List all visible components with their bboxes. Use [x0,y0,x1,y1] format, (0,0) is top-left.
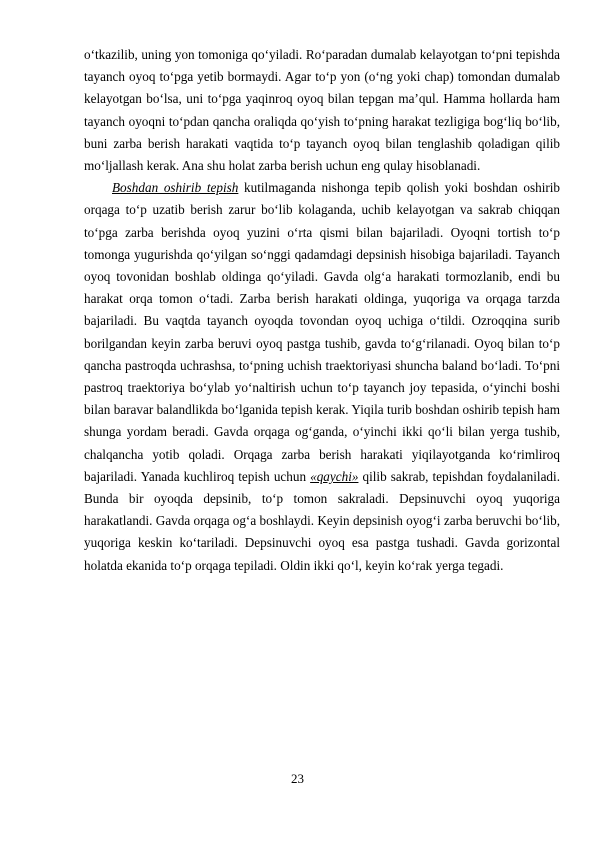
page-body [84,44,560,577]
term-qaychi: «qaychi» [310,468,359,484]
paragraph-1 [84,44,560,177]
term-boshdan-oshirib-tepish: Boshdan oshirib tepish [112,180,239,196]
paragraph-2-text-2: qilib sakrab, tepishdan foydalaniladi. Bunda bir oyoqda depsinib, to‘p tomon sakraladi. Depsinuvchi oyoq yuqoriga harakatlandi. Gavda orqaga og‘a boshlaydi. Keyin depsinish oyog‘i zarba beruvchi bo‘lib, yuqoriga keskin ko‘tariladi. Depsinuvchi oyoq esa pastga tushadi. Gavda gorizontal holatda ekanida to‘p orqaga tepiladi. Oldin ikki qo‘l, keyin ko‘rak yerga tegadi. [84,468,560,573]
page-number: 23 [291,771,304,786]
paragraph-2-text-1: kutilmaganda nishonga tepib qolish yoki boshdan oshirib orqaga to‘p uzatib berish zarur bo‘lib kolaganda, uchib kelayotgan va sakrab chiqqan to‘pga zarba berishda oyoq yuzini o‘rta qismi bilan bajariladi. Oyoqni tortish to‘p tomonga yugurishda qo‘yilgan so‘nggi qadamdagi depsinish hisobiga bajariladi. Tayanch oyoq tovonidan boshlab oldinga qo‘yiladi. Gavda olg‘a harakati tormozlanib, endi bu harakat orqa tomon o‘tadi. Zarba berish harakati oldinga, yuqoriga va orqaga tarzda bajariladi. Bu vaqtda tayanch oyoqda tovondan oyoq uchiga o‘tildi. Ozroqqina surib borilgandan keyin zarba beruvi oyoq pastga tushib, gavda to‘g‘rilanadi. Oyoq bilan to‘p qancha pastroqda uchrashsa, to‘pning uchish traektoriyasi shuncha baland bo‘ladi. To‘pni pastroq traektoriya bo‘ylab yo‘naltirish uchun to‘p tayanch joy tepasida, o‘yinchi boshi bilan baravar balandlikda bo‘lganida tepish kerak. Yiqila turib boshdan oshirib tepish ham shunga yordam beradi. Gavda orqaga og‘ganda, o‘yinchi ikki qo‘li bilan yerga tushib, chalqancha yotib qoladi. Orqaga zarba berish harakati yiqilayotganda ko‘rimliroq bajariladi. Yanada kuchliroq tepish uchun [84,180,561,484]
paragraph-2 [84,177,560,577]
paragraph-1-text: o‘tkazilib, uning yon tomoniga qo‘yiladi. Ro‘paradan dumalab kelayotgan to‘pni tepishda tayanch oyoq to‘pga yetib bormaydi. Agar to‘p yon (o‘ng yoki chap) tomondan dumalab kelayotgan bo‘lsa, uni to‘pga yaqinroq oyoq bilan tepgan ma’qul. Hamma hollarda ham tayanch oyoqni to‘pdan qancha oraliqda qo‘yish to‘pning harakat tezligiga bog‘liq bo‘lib, buni zarba berish harakati vaqtida to‘p tayanch oyoq bilan tenglashib qoladigan qilib mo‘ljallash kerak. Ana shu holat zarba berish uchun eng qulay hisoblanadi. [84,47,560,174]
